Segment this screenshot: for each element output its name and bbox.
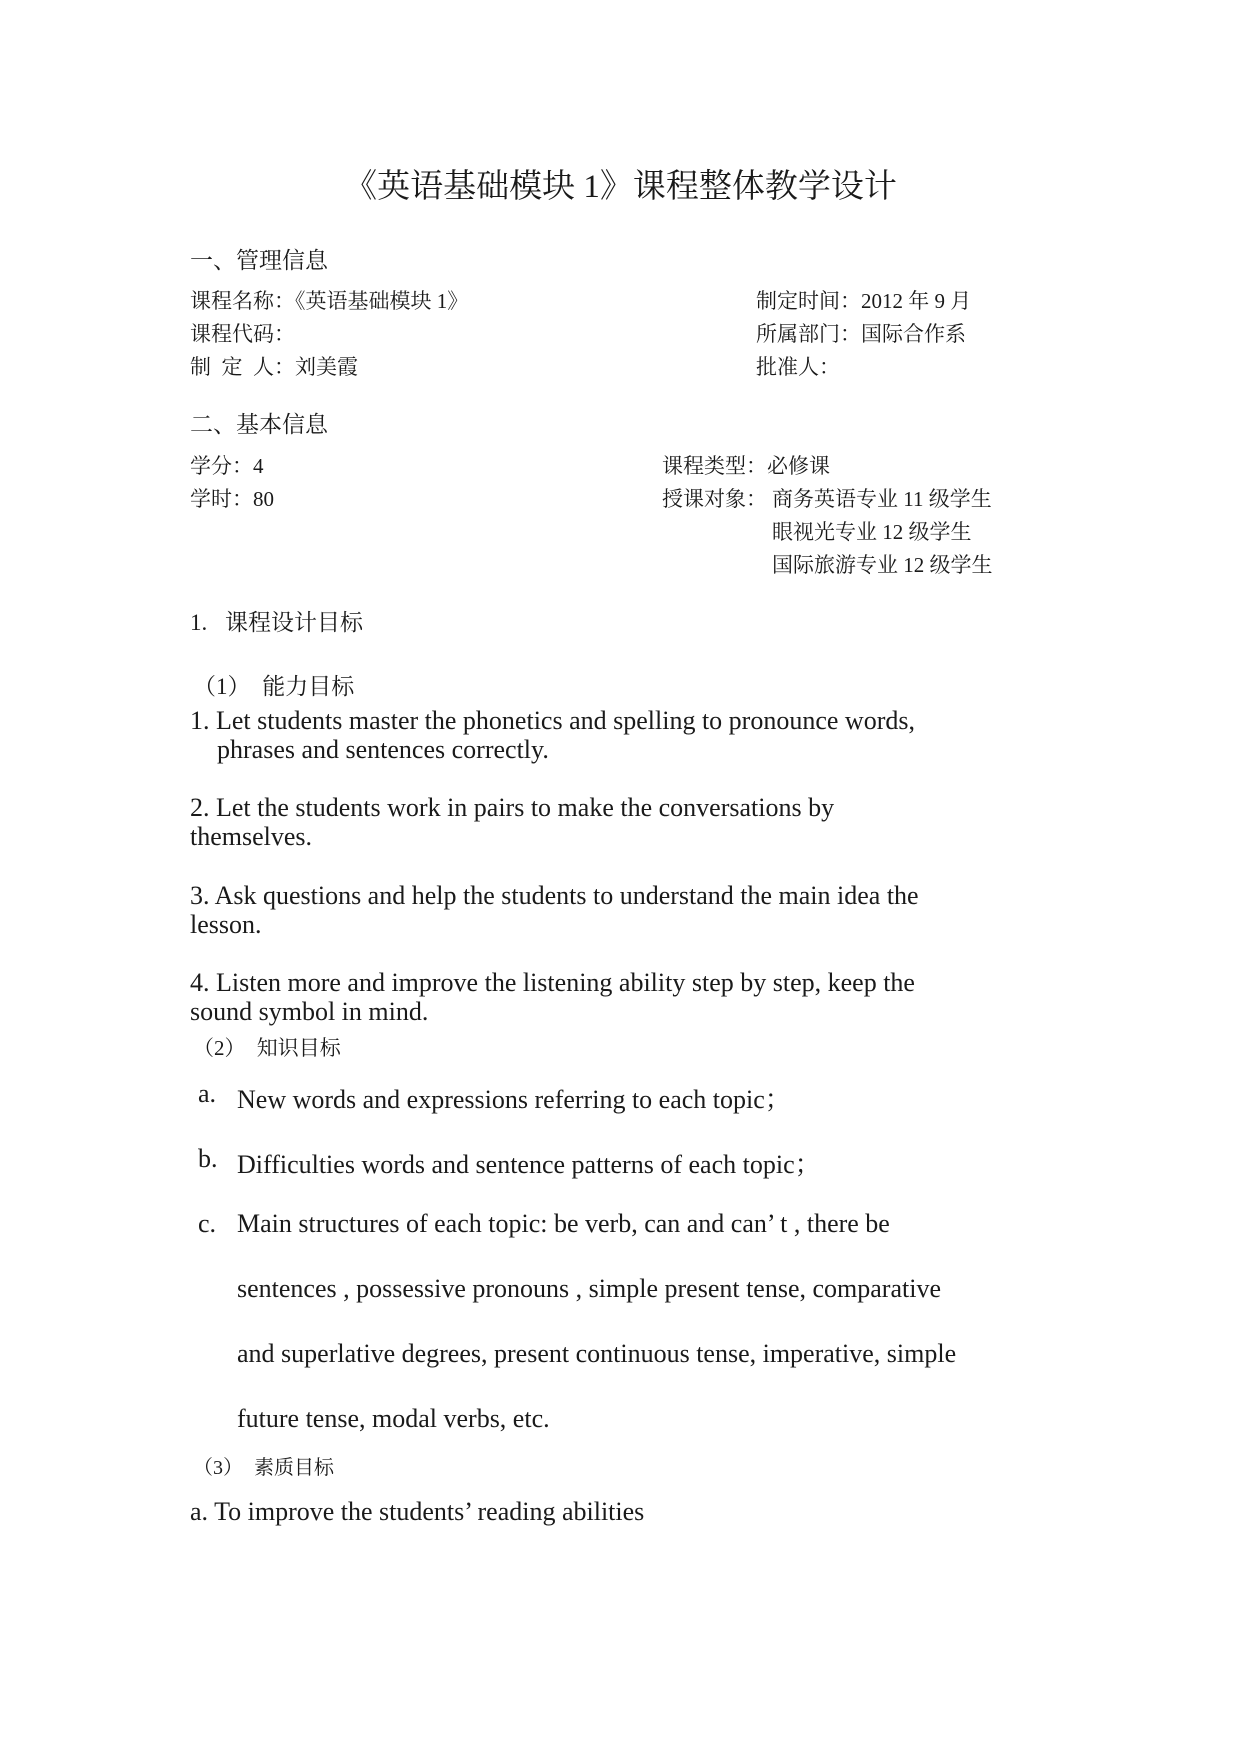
quality-item: a. To improve the students’ reading abilities <box>190 1497 645 1526</box>
ability-goal-label: 能力目标 <box>262 674 355 700</box>
goals-heading-text: 课程设计目标 <box>225 610 363 636</box>
knowledge-item-marker: c. <box>198 1209 217 1238</box>
goals-heading <box>190 604 363 637</box>
quality-goal-heading <box>193 1451 334 1480</box>
course-name: 课程名称：《英语基础模块 1》 <box>190 289 469 313</box>
ability-item-line: sound symbol in mind. <box>190 997 429 1026</box>
ability-goal-number: （1） <box>193 674 251 699</box>
knowledge-continuation-line: future tense, modal verbs, etc. <box>237 1404 550 1433</box>
title-book-name: 《英语基础模块 1》 <box>344 169 633 205</box>
knowledge-item-text: Difficulties words and sentence patterns of each topic； <box>237 1150 821 1179</box>
ability-item-line: 2. Let the students work in pairs to make the conversations by <box>190 793 835 822</box>
hours: 学时：80 <box>190 487 274 511</box>
ability-item-line: lesson. <box>190 910 262 939</box>
knowledge-continuation-line: and superlative degrees, present continuous tense, imperative, simple <box>237 1339 957 1368</box>
audience-item: 国际旅游专业 12 级学生 <box>772 553 993 577</box>
knowledge-item-text: New words and expressions referring to each topic； <box>237 1085 791 1114</box>
knowledge-item-marker: b. <box>198 1144 218 1173</box>
ability-item-line: themselves. <box>190 822 313 851</box>
course-code: 课程代码： <box>190 322 295 346</box>
ability-item-line: 4. Listen more and improve the listening ability step by step, keep the <box>190 968 915 997</box>
credit: 学分：4 <box>190 454 264 478</box>
author: 制 定 人：刘美霞 <box>190 355 358 379</box>
section-management-heading: 一、管理信息 <box>190 248 328 274</box>
goals-heading-number: 1. <box>190 610 208 635</box>
title-design: 课程整体教学设计 <box>632 166 897 205</box>
audience-item: 商务英语专业 11 级学生 <box>772 487 992 511</box>
department: 所属部门：国际合作系 <box>756 322 966 346</box>
knowledge-goal-label: 知识目标 <box>256 1036 341 1060</box>
section-basic-heading: 二、基本信息 <box>190 412 328 438</box>
made-time: 制定时间：2012 年 9 月 <box>756 289 972 313</box>
ability-goal-heading <box>193 668 354 701</box>
audience-label: 授课对象： <box>662 487 767 511</box>
audience-item: 眼视光专业 12 级学生 <box>772 520 972 544</box>
course-type: 课程类型：必修课 <box>662 454 830 478</box>
ability-item-line: 1. Let students master the phonetics and spelling to pronounce words, <box>190 706 915 735</box>
knowledge-goal-heading <box>193 1032 341 1062</box>
quality-goal-number: （3） <box>193 1457 243 1479</box>
approver: 批准人： <box>756 355 840 379</box>
document-title <box>0 160 1241 207</box>
quality-goal-label: 素质目标 <box>254 1457 334 1479</box>
knowledge-item-marker: a. <box>198 1079 217 1108</box>
knowledge-item-text: Main structures of each topic: be verb, can and can’ t , there be <box>237 1209 890 1238</box>
knowledge-continuation-line: sentences , possessive pronouns , simple present tense, comparative <box>237 1274 941 1303</box>
ability-item-line: 3. Ask questions and help the students to understand the main idea the <box>190 881 919 910</box>
ability-item-line: phrases and sentences correctly. <box>217 735 549 764</box>
knowledge-goal-number: （2） <box>193 1036 246 1060</box>
